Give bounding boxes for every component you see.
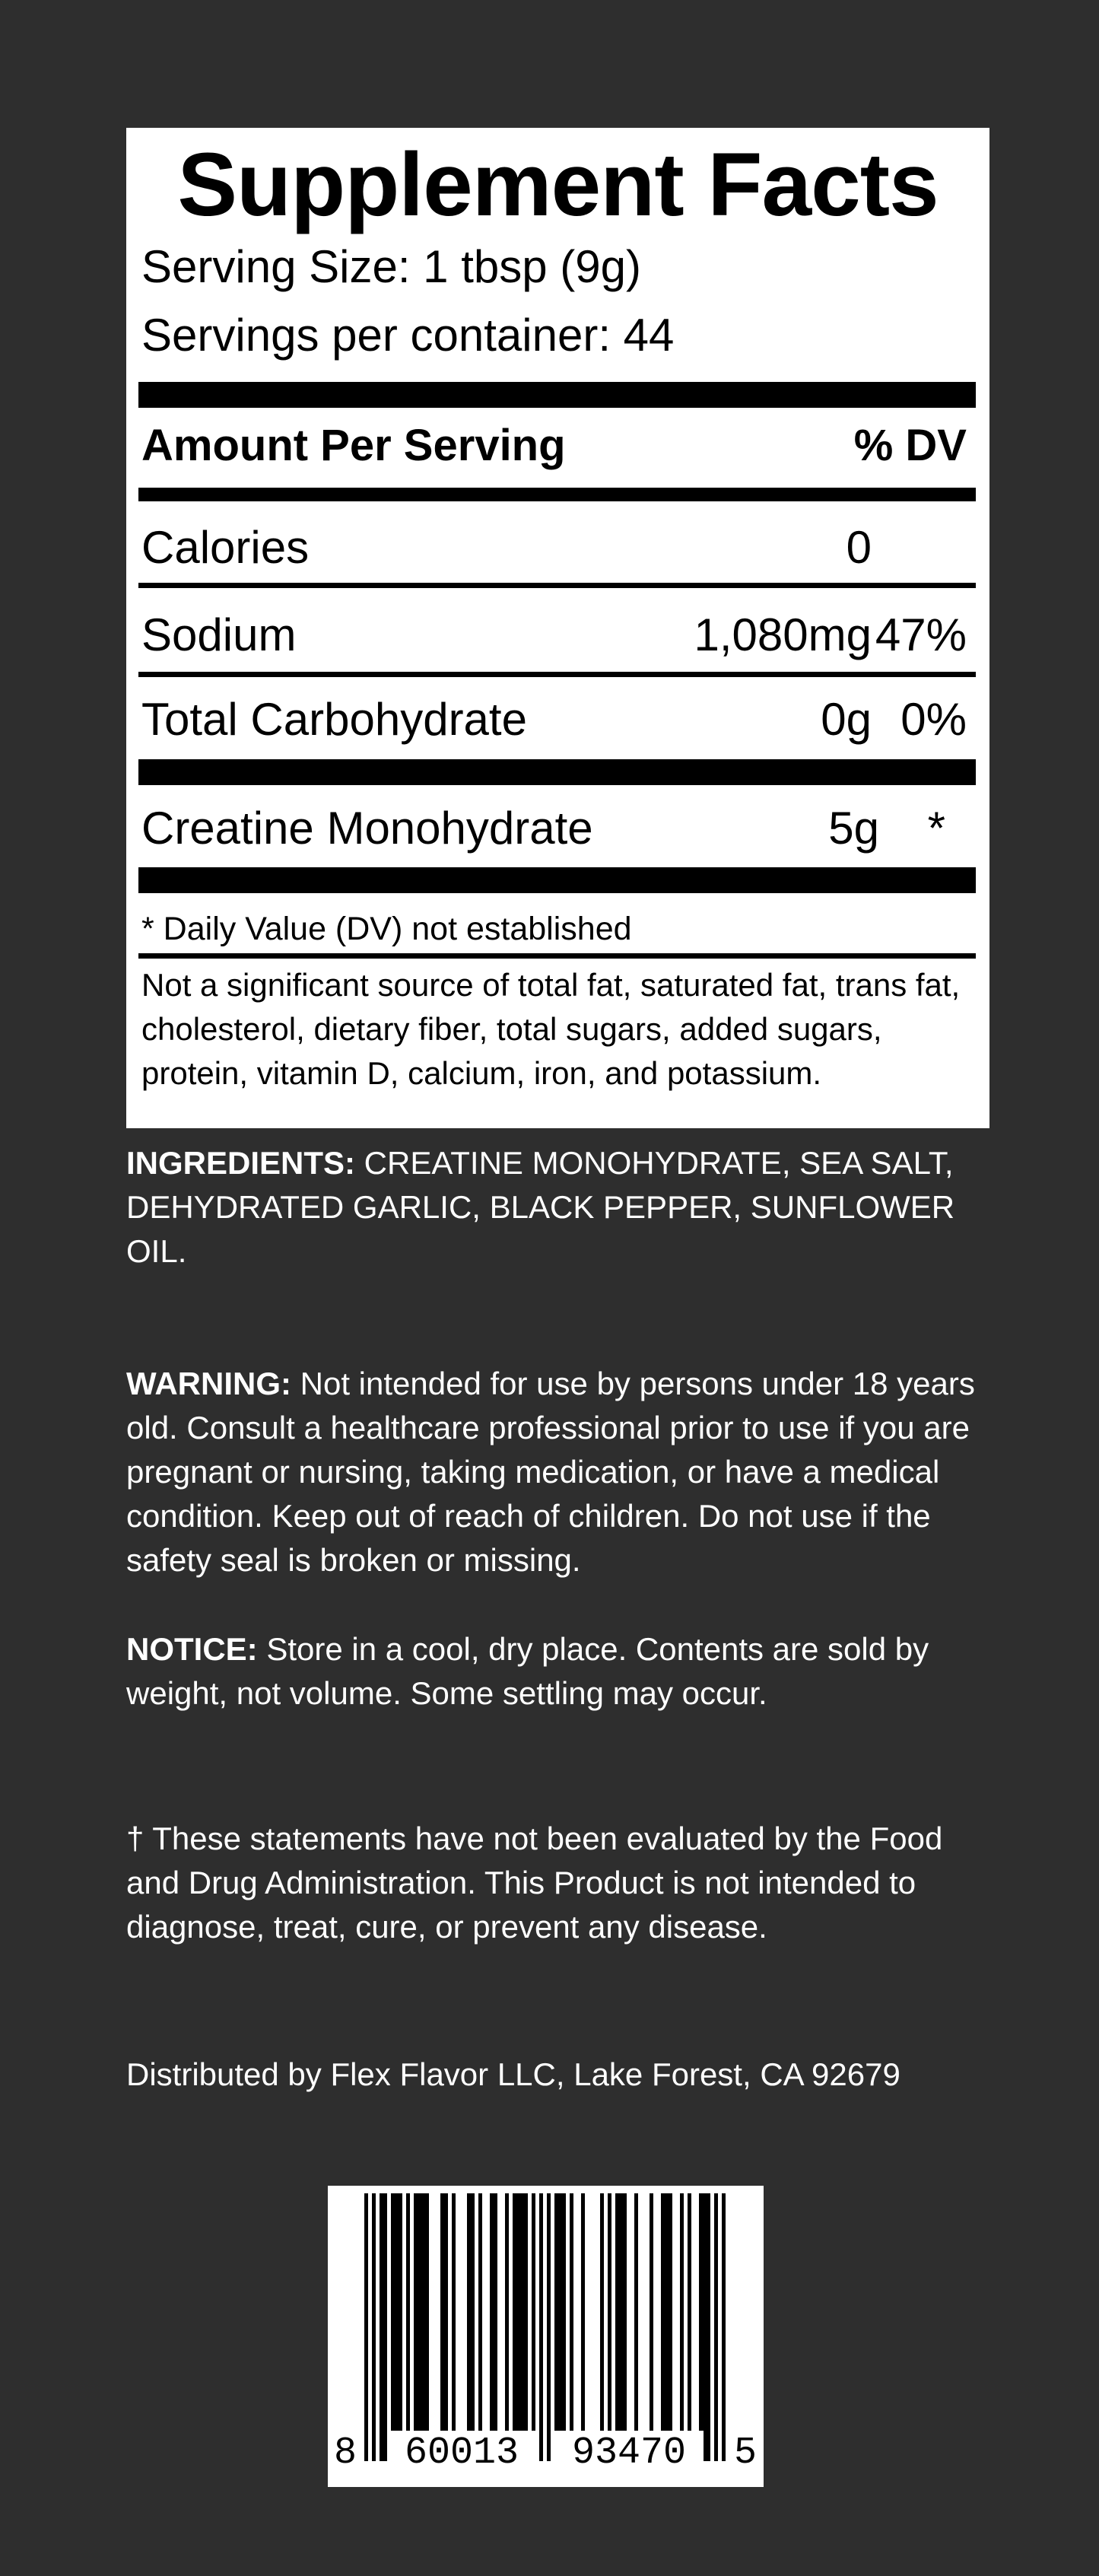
thin-divider [138,953,976,959]
distributor-line: Distributed by Flex Flavor LLC, Lake Forest, CA 92679 [126,2056,900,2092]
barcode-bar [688,2193,691,2461]
barcode-bar [467,2193,475,2435]
notice-label: NOTICE: [126,1631,258,1667]
barcode-right-digits: 93470 [554,2431,704,2476]
barcode-bar [680,2193,684,2435]
barcode-bar [513,2193,528,2435]
serving-size: Serving Size: 1 tbsp (9g) [141,241,641,292]
barcode-bar [554,2193,566,2435]
barcode-bar [391,2193,402,2461]
barcode-bar [600,2193,604,2435]
barcode-bar [615,2193,627,2435]
barcode-bar [478,2193,482,2435]
not-significant-source: Not a significant source of total fat, saturated fat, trans fat, cholesterol, dietary fiber, total sugars, added sugars, protein, vitamin D, calcium, iron, and potassium. [141,967,961,1091]
row-sodium-dv: 47% [875,609,967,660]
barcode-left-digits: 60013 [387,2431,536,2476]
facts-title: Supplement Facts [177,135,939,235]
thin-divider [138,583,976,588]
ingredients-text: CREATINE MONOHYDRATE, SEA SALT, DEHYDRATED GARLIC, BLACK PEPPER, SUNFLOWER OIL. [126,1145,955,1269]
barcode-bar [490,2193,497,2435]
thin-divider [138,672,976,677]
row-creatine-label: Creatine Monohydrate [141,803,593,854]
thick-divider [138,867,976,893]
barcode-bar [414,2193,429,2435]
ingredients-label: INGREDIENTS: [126,1145,356,1181]
notice-text: Store in a cool, dry place. Contents are sold by weight, not volume. Some settling may occur. [126,1631,929,1711]
row-carbohydrate-dv: 0% [900,694,967,745]
barcode-bar [372,2193,376,2461]
barcode-bar [608,2193,611,2435]
barcode-bar [722,2193,726,2461]
thick-divider [138,759,976,785]
barcode-check-digit: 5 [734,2431,758,2475]
dv-footnote: * Daily Value (DV) not established [141,911,632,947]
row-creatine-amount: 5g [828,803,879,854]
barcode-bar [714,2193,718,2461]
barcode-bar [364,2193,368,2461]
row-sodium-label: Sodium [141,609,297,660]
barcode-bar [505,2193,509,2435]
medium-divider [138,488,976,501]
row-carbohydrate-amount: 0g [821,694,872,745]
dv-header: % DV [853,421,967,470]
servings-per-container: Servings per container: 44 [141,310,675,361]
barcode-bar [440,2193,448,2435]
upc-barcode [328,2186,764,2487]
row-creatine-dv: * [927,803,945,854]
barcode-bar [532,2193,535,2435]
barcode-bar [380,2193,387,2461]
barcode-bar [406,2193,410,2435]
warning [126,1362,997,1582]
row-calories-label: Calories [141,522,310,573]
warning-label: WARNING: [126,1366,291,1401]
supplement-facts-panel [126,128,989,1128]
barcode-number-system: 8 [334,2431,357,2475]
row-calories-amount: 0 [846,522,872,573]
row-carbohydrate-label: Total Carbohydrate [141,694,527,745]
barcode-bar [547,2193,551,2461]
barcode-bar [650,2193,653,2435]
notice [126,1627,997,1716]
barcode-bar [570,2193,573,2435]
barcode-bar [452,2193,456,2435]
barcode-bar [661,2193,672,2435]
warning-text: Not intended for use by persons under 18 years old. Consult a healthcare professional prior to use if you are pregnant or nursing, taking medication, or have a medical condition. Keep out of reach of children. Do not use if the safety seal is broken or missing. [126,1366,975,1578]
barcode-bar [581,2193,585,2435]
barcode-bar [539,2193,543,2461]
thick-divider [138,382,976,408]
barcode-bar [699,2193,710,2461]
fda-statement: † These statements have not been evaluated by the Food and Drug Administration. This Product is not intended to diagnose, treat, cure, or prevent any disease. [126,1821,943,1945]
amount-per-serving-header: Amount Per Serving [141,421,566,470]
row-sodium-amount: 1,080mg [694,609,872,660]
barcode-bar [634,2193,638,2435]
ingredients [126,1141,997,1274]
